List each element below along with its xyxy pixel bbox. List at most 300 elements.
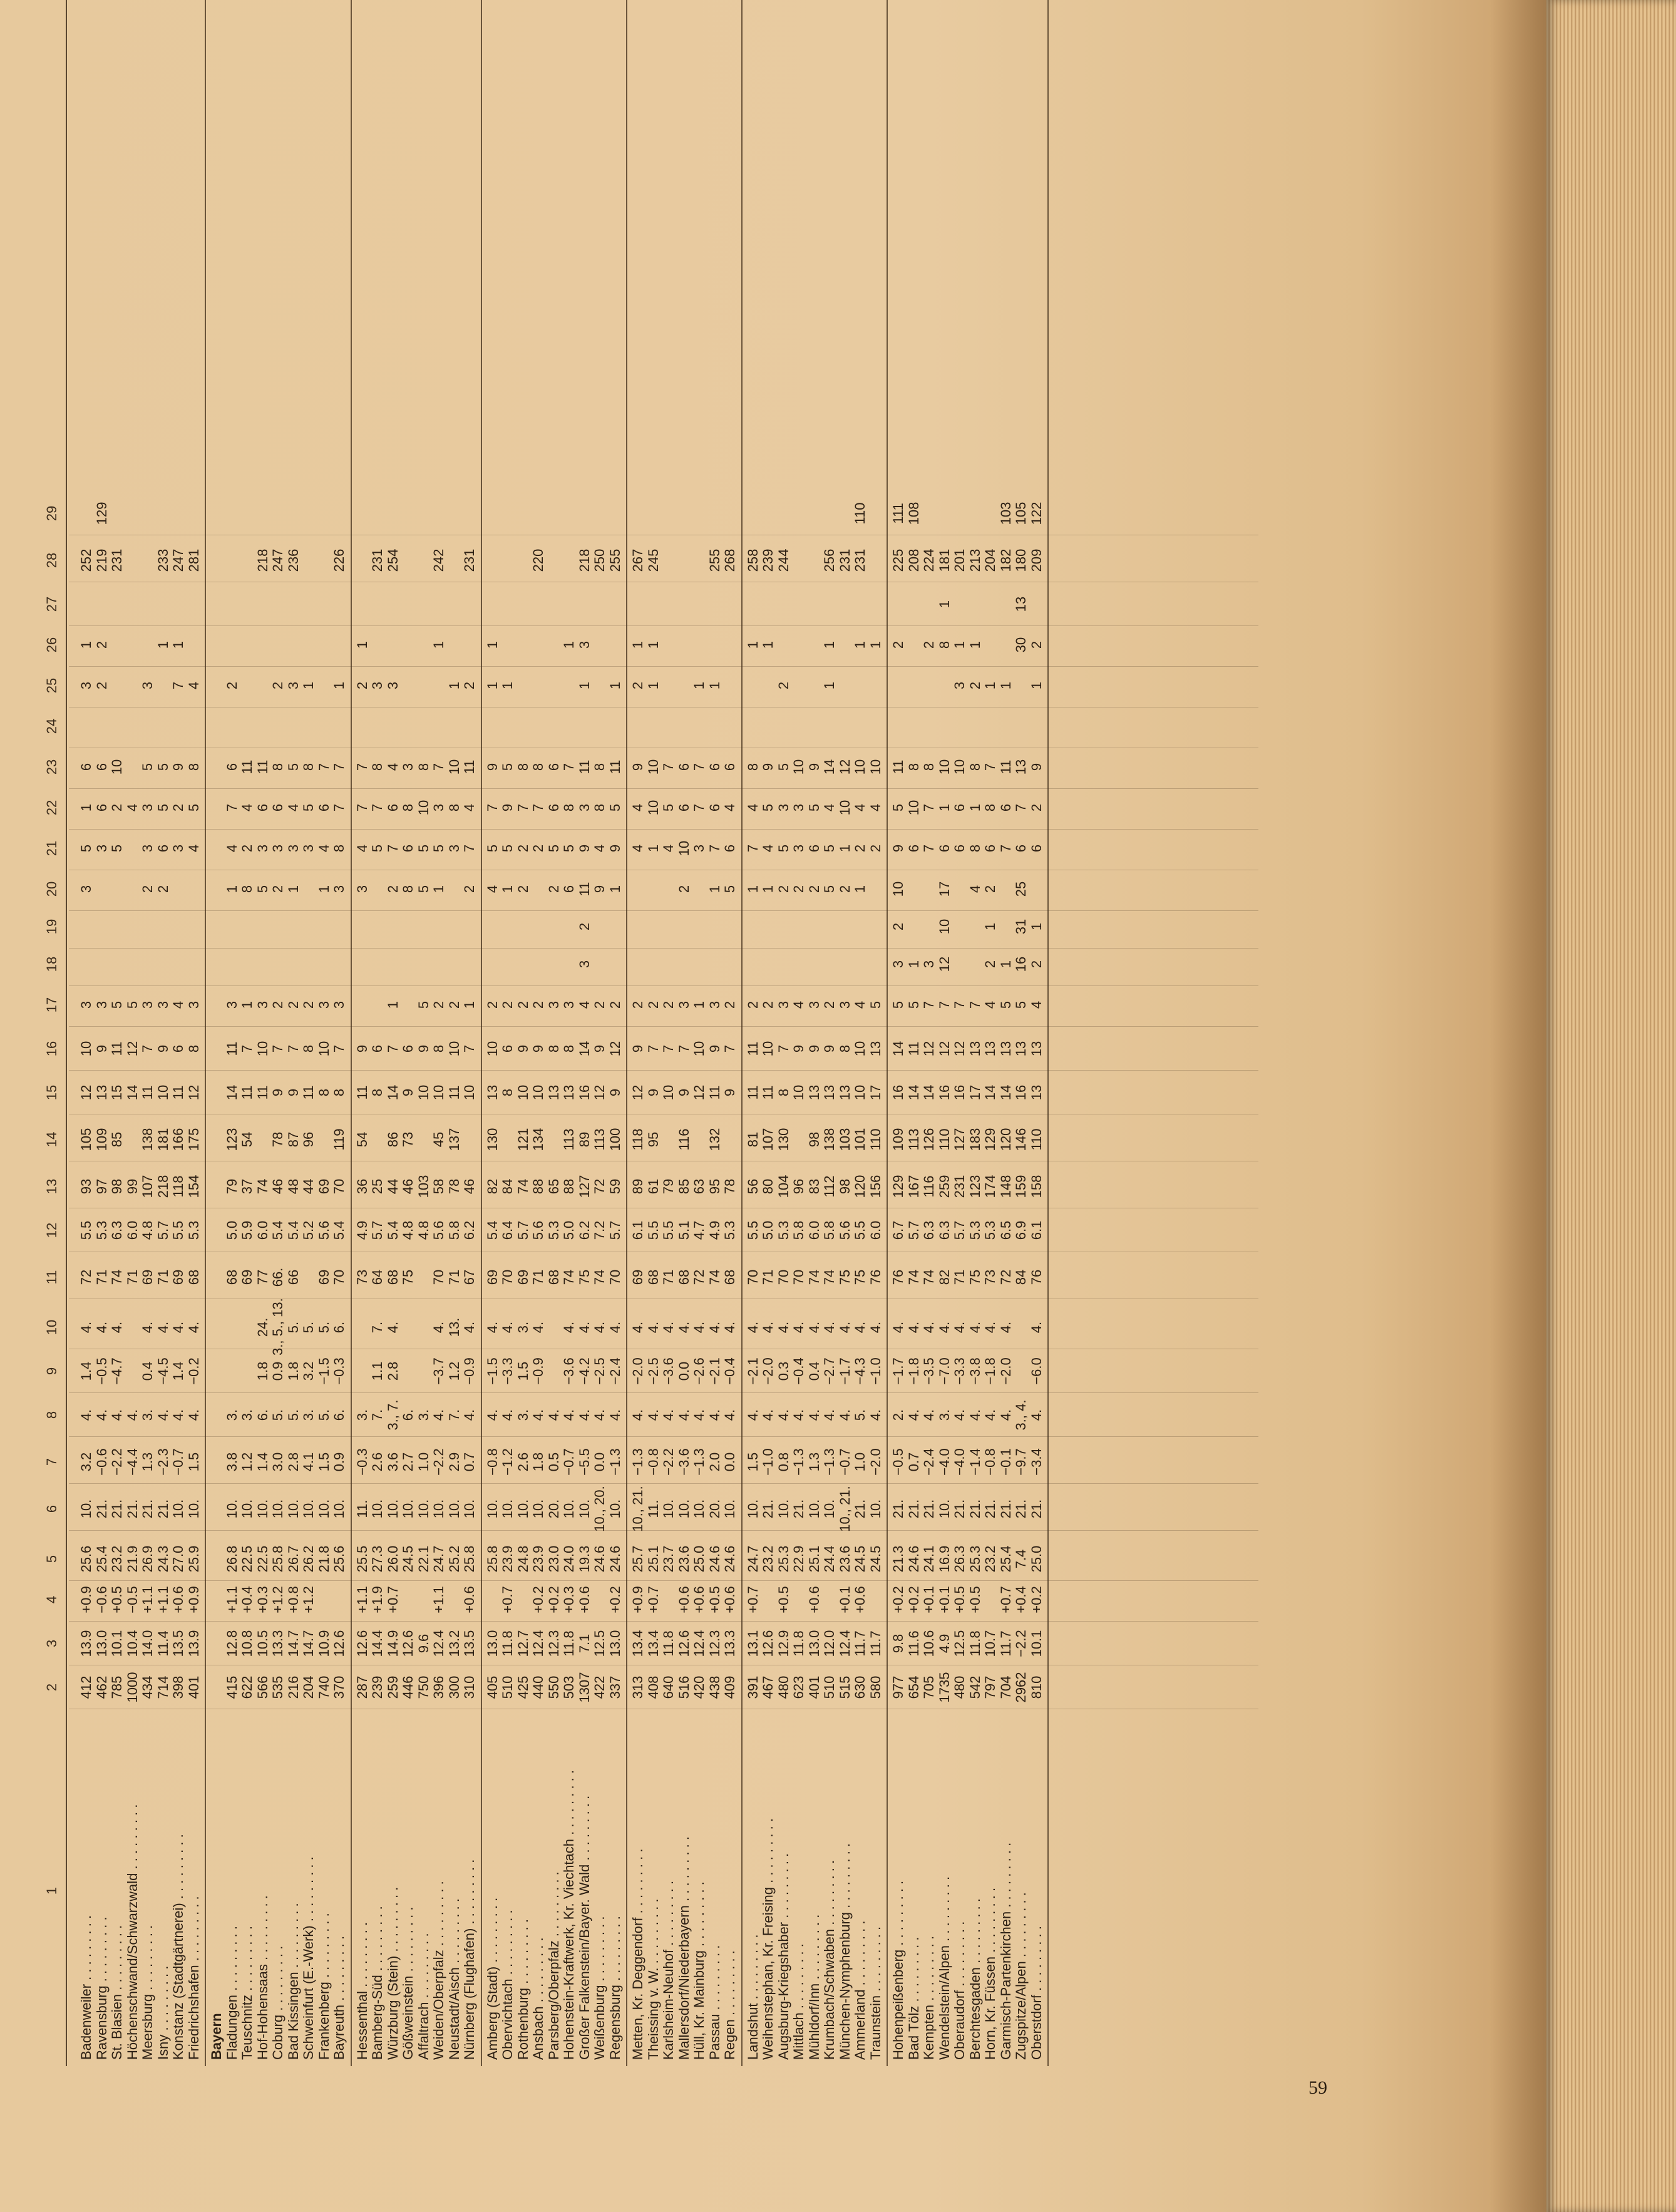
- table-cell: 4.: [500, 1321, 515, 1334]
- table-cell: 0.7: [905, 1452, 922, 1472]
- column-header: 7: [44, 1458, 59, 1466]
- table-cell: −1.8: [982, 1357, 998, 1385]
- table-cell: 7: [384, 1044, 401, 1053]
- table-cell: 6: [936, 844, 952, 853]
- table-cell: 4: [185, 844, 202, 853]
- table-cell: 5: [254, 885, 270, 893]
- table-cell: 4.: [921, 1321, 937, 1334]
- table-cell: 3: [545, 1001, 562, 1009]
- table-cell: 1735: [936, 1672, 952, 1703]
- table-cell: 7: [1013, 803, 1029, 812]
- table-cell: 2: [109, 803, 125, 812]
- table-cell: 4.: [484, 1321, 500, 1334]
- table-cell: 10: [852, 1041, 868, 1057]
- table-cell: 7: [921, 803, 937, 812]
- table-cell: 623: [791, 1675, 806, 1699]
- table-cell: −2.2: [661, 1448, 676, 1476]
- table-cell: 4.: [484, 1409, 500, 1421]
- table-cell: 138: [821, 1128, 837, 1151]
- table-cell: 73: [354, 1269, 370, 1285]
- table-cell: 21.: [890, 1499, 906, 1519]
- column-separator: [69, 1070, 1258, 1071]
- table-cell: 250: [592, 548, 607, 572]
- table-cell: 12.9: [775, 1630, 791, 1657]
- table-cell: −3.4: [1028, 1448, 1044, 1476]
- table-cell: 10.: [316, 1499, 332, 1519]
- table-cell: 1307: [576, 1672, 592, 1703]
- table-cell: 74: [515, 1178, 531, 1195]
- table-cell: 13: [836, 1084, 853, 1101]
- table-cell: 580: [867, 1675, 883, 1699]
- table-cell: 2: [1028, 803, 1044, 812]
- table-cell: 1: [760, 640, 776, 649]
- table-cell: 93: [78, 1178, 94, 1195]
- table-cell: 24.8: [515, 1545, 531, 1573]
- table-cell: 76: [890, 1269, 906, 1285]
- column-header: 15: [44, 1084, 59, 1101]
- table-cell: 17: [936, 881, 952, 897]
- table-cell: 66: [285, 1269, 301, 1285]
- table-cell: 10: [530, 1084, 546, 1101]
- table-cell: 4.8: [140, 1220, 155, 1240]
- table-cell: 21.: [952, 1499, 967, 1519]
- table-cell: 22.5: [239, 1545, 255, 1573]
- table-cell: 21.8: [316, 1545, 332, 1573]
- table-cell: 7.: [369, 1409, 385, 1421]
- table-cell: 9: [592, 885, 607, 893]
- table-cell: 20.: [706, 1499, 722, 1519]
- table-cell: 10.: [561, 1499, 577, 1519]
- table-cell: 5.7: [905, 1220, 922, 1240]
- station-name: Hessenthal . . . . . . . . .: [354, 1921, 370, 2060]
- table-cell: 5.3: [982, 1220, 998, 1240]
- table-cell: 6: [722, 763, 738, 771]
- table-cell: 7.4: [1013, 1549, 1029, 1569]
- table-cell: 3: [400, 763, 416, 771]
- table-cell: 4.: [140, 1321, 155, 1334]
- table-cell: 71: [93, 1269, 110, 1285]
- table-cell: −2.5: [592, 1357, 607, 1385]
- table-cell: 4.: [676, 1409, 692, 1421]
- table-cell: 705: [921, 1675, 937, 1699]
- table-cell: 103: [997, 502, 1014, 525]
- table-cell: 7.: [446, 1409, 462, 1421]
- table-cell: 1.0: [415, 1452, 431, 1472]
- table-cell: 11: [576, 882, 592, 897]
- table-cell: 24.7: [744, 1545, 761, 1573]
- table-cell: 26.2: [301, 1545, 316, 1573]
- table-row: [446, 0, 463, 2066]
- table-cell: 2: [446, 1001, 462, 1009]
- table-cell: 2: [155, 885, 171, 893]
- table-cell: 10: [952, 759, 967, 775]
- table-cell: 8: [905, 763, 922, 771]
- table-cell: 4.: [760, 1409, 776, 1421]
- table-cell: 25: [369, 1178, 385, 1195]
- table-cell: 2: [484, 1001, 500, 1009]
- station-name: Badenweiler . . . . . . . . .: [78, 1915, 94, 2060]
- table-cell: 415: [224, 1675, 240, 1699]
- table-cell: 313: [630, 1675, 645, 1699]
- table-cell: 1: [316, 885, 332, 893]
- table-cell: 5.5: [645, 1220, 661, 1240]
- table-cell: −2.0: [630, 1357, 645, 1385]
- table-cell: 74: [254, 1178, 270, 1195]
- table-cell: 14: [982, 1084, 998, 1101]
- table-row: [577, 0, 593, 2066]
- table-cell: 25.0: [691, 1545, 707, 1573]
- table-cell: 9: [484, 763, 500, 771]
- table-cell: 11: [109, 1041, 125, 1056]
- table-cell: 10: [936, 918, 952, 935]
- table-cell: 3: [431, 803, 446, 812]
- station-name: Bad Tölz . . . . . . . . .: [905, 1937, 922, 2060]
- table-cell: 6: [500, 1044, 515, 1053]
- table-cell: 36: [354, 1178, 370, 1195]
- table-cell: 9: [1028, 763, 1044, 771]
- table-cell: 25.3: [775, 1545, 791, 1573]
- table-cell: 7: [561, 763, 577, 771]
- table-cell: 21.: [93, 1499, 110, 1519]
- station-name: Meersburg . . . . . . . . .: [140, 1925, 155, 2060]
- table-cell: 25.0: [1028, 1545, 1044, 1573]
- table-cell: 10.: [607, 1499, 623, 1519]
- table-cell: 208: [905, 548, 922, 572]
- table-cell: 4.: [952, 1321, 967, 1334]
- table-cell: 132: [706, 1128, 722, 1151]
- table-cell: 5: [890, 803, 906, 812]
- table-cell: 7: [722, 1044, 738, 1053]
- table-cell: 8: [921, 763, 937, 771]
- table-cell: 11.: [354, 1500, 370, 1518]
- table-cell: 63: [691, 1178, 707, 1195]
- table-cell: 21.: [921, 1499, 937, 1519]
- table-cell: 3.: [354, 1409, 370, 1421]
- table-cell: 4.: [576, 1409, 592, 1421]
- table-cell: 11: [744, 1041, 761, 1056]
- table-cell: 24.6: [722, 1545, 738, 1573]
- table-cell: 14: [384, 1084, 401, 1101]
- table-cell: 0.0: [676, 1361, 692, 1381]
- table-cell: 1: [982, 681, 998, 690]
- table-cell: 6: [676, 803, 692, 812]
- table-cell: 213: [967, 548, 983, 572]
- table-cell: 10.: [806, 1499, 822, 1519]
- table-cell: 10: [867, 759, 883, 775]
- table-cell: 2: [921, 640, 937, 649]
- table-cell: 85: [676, 1178, 692, 1195]
- table-cell: 116: [921, 1175, 937, 1198]
- table-cell: 247: [270, 548, 285, 572]
- table-cell: −0.2: [185, 1357, 202, 1385]
- table-cell: 4.: [500, 1409, 515, 1421]
- table-cell: 8: [301, 763, 316, 771]
- table-cell: 27.0: [170, 1545, 186, 1573]
- table-cell: 412: [78, 1675, 94, 1699]
- table-cell: 3.: [224, 1409, 240, 1421]
- table-cell: 3: [354, 885, 370, 893]
- table-cell: 4.: [630, 1321, 645, 1334]
- table-cell: 1.4: [254, 1452, 270, 1472]
- table-cell: 1: [607, 885, 623, 893]
- table-cell: 5: [415, 885, 431, 893]
- table-cell: 6: [254, 803, 270, 812]
- table-cell: 7: [384, 844, 401, 853]
- table-cell: 103: [415, 1175, 431, 1198]
- table-cell: 70: [791, 1269, 806, 1285]
- table-cell: 7: [530, 803, 546, 812]
- table-cell: 233: [155, 548, 171, 572]
- table-cell: 13: [1013, 759, 1029, 775]
- table-cell: 300: [446, 1675, 462, 1699]
- table-cell: 1: [1028, 922, 1044, 931]
- table-cell: 420: [691, 1675, 707, 1699]
- table-cell: 2.6: [369, 1452, 385, 1472]
- table-cell: 6.: [331, 1321, 347, 1334]
- table-cell: 267: [630, 548, 645, 572]
- table-cell: 11.8: [561, 1630, 577, 1657]
- table-cell: 4.: [821, 1409, 837, 1421]
- table-cell: +0.6: [676, 1586, 692, 1613]
- table-cell: 3: [78, 885, 94, 893]
- table-cell: 7: [331, 1044, 347, 1053]
- table-cell: 58: [431, 1178, 446, 1195]
- table-cell: 242: [431, 548, 446, 572]
- table-cell: 10.: [676, 1499, 692, 1519]
- table-cell: 21.: [760, 1499, 776, 1519]
- table-cell: 370: [331, 1675, 347, 1699]
- table-cell: 218: [155, 1175, 171, 1198]
- table-cell: 10.: [867, 1499, 883, 1519]
- table-row: [760, 0, 776, 2066]
- table-cell: 13.5: [461, 1630, 477, 1657]
- table-cell: 654: [905, 1675, 922, 1699]
- table-cell: 4.: [967, 1321, 983, 1334]
- table-cell: −3.8: [967, 1357, 983, 1385]
- table-cell: 6: [561, 885, 577, 893]
- table-cell: 14.4: [369, 1630, 385, 1657]
- table-cell: 740: [316, 1675, 332, 1699]
- table-cell: 23.6: [676, 1545, 692, 1573]
- table-cell: 122: [1028, 502, 1044, 525]
- table-cell: 1: [461, 1001, 477, 1009]
- table-cell: 4.: [706, 1321, 722, 1334]
- column-header: 28: [44, 552, 59, 568]
- table-cell: 797: [982, 1675, 998, 1699]
- table-cell: 5.: [285, 1409, 301, 1421]
- table-cell: 4.: [576, 1321, 592, 1334]
- table-cell: 1: [630, 640, 645, 649]
- table-cell: −1.3: [691, 1448, 707, 1476]
- table-cell: 391: [744, 1675, 761, 1699]
- table-cell: 2: [530, 844, 546, 853]
- table-cell: 8: [431, 1044, 446, 1053]
- table-cell: 10.: [744, 1499, 761, 1519]
- table-cell: 11: [607, 759, 623, 774]
- table-cell: 1: [155, 640, 171, 649]
- table-cell: 3: [369, 681, 385, 690]
- table-cell: 5: [431, 844, 446, 853]
- table-cell: 7.2: [592, 1220, 607, 1240]
- table-row: [94, 0, 110, 2066]
- table-cell: 174: [982, 1175, 998, 1198]
- table-cell: 4.: [645, 1321, 661, 1334]
- table-cell: −9.7: [1013, 1448, 1029, 1476]
- table-cell: −1.0: [867, 1357, 883, 1385]
- table-cell: +1.1: [354, 1586, 370, 1613]
- table-cell: 1: [446, 681, 462, 690]
- table-cell: 9: [645, 1088, 661, 1097]
- table-cell: +0.7: [997, 1586, 1014, 1613]
- table-cell: 0.9: [331, 1452, 347, 1472]
- table-cell: 236: [285, 548, 301, 572]
- table-cell: 224: [921, 548, 937, 572]
- table-cell: 2: [982, 885, 998, 893]
- table-cell: 71: [530, 1269, 546, 1285]
- table-cell: 10: [836, 800, 853, 816]
- table-cell: 68: [722, 1269, 738, 1285]
- table-cell: 785: [109, 1675, 125, 1699]
- table-cell: 8: [369, 763, 385, 771]
- table-cell: 10.5: [254, 1630, 270, 1657]
- table-cell: 462: [93, 1675, 110, 1699]
- table-cell: 4.: [997, 1409, 1014, 1421]
- table-cell: 1: [706, 885, 722, 893]
- table-cell: 10: [676, 840, 692, 857]
- table-cell: −4.0: [952, 1448, 967, 1476]
- table-row: [186, 0, 202, 2066]
- table-row: [592, 0, 608, 2066]
- table-cell: 13.9: [78, 1630, 94, 1657]
- station-name: Weihenstephan, Kr. Freising . . . . . . . . .: [760, 1818, 776, 2060]
- table-cell: 27.3: [369, 1545, 385, 1573]
- table-cell: −0.7: [836, 1448, 853, 1476]
- table-cell: +0.5: [967, 1586, 983, 1613]
- table-cell: 440: [530, 1675, 546, 1699]
- table-cell: 9: [706, 1044, 722, 1053]
- table-cell: 1.3: [140, 1452, 155, 1472]
- table-cell: +0.6: [852, 1586, 868, 1613]
- table-cell: 1: [78, 640, 94, 649]
- table-cell: 5: [890, 1001, 906, 1009]
- column-header: 23: [44, 759, 59, 775]
- table-cell: 4.: [890, 1321, 906, 1334]
- table-cell: 7: [661, 763, 676, 771]
- table-cell: 5: [545, 844, 562, 853]
- table-cell: 8: [545, 1044, 562, 1053]
- table-cell: 8: [967, 763, 983, 771]
- table-cell: 71: [661, 1269, 676, 1285]
- table-cell: 112: [821, 1175, 837, 1198]
- table-cell: 17: [867, 1084, 883, 1101]
- table-cell: 4.: [1028, 1321, 1044, 1334]
- table-cell: 4.: [1028, 1409, 1044, 1421]
- station-name: Ravensburg . . . . . . . . .: [93, 1916, 110, 2060]
- table-cell: 231: [836, 548, 853, 572]
- table-cell: 9.6: [415, 1633, 431, 1654]
- table-cell: −1.3: [607, 1448, 623, 1476]
- table-cell: −0.7: [561, 1448, 577, 1476]
- table-cell: 5.5: [744, 1220, 761, 1240]
- table-cell: 11: [890, 759, 906, 774]
- table-cell: 3: [93, 1001, 110, 1009]
- table-cell: 12.5: [952, 1630, 967, 1657]
- table-cell: 1: [576, 681, 592, 690]
- table-cell: 25: [1013, 881, 1029, 897]
- table-cell: 74: [905, 1269, 922, 1285]
- station-name: München-Nymphenburg . . . . . . . . .: [836, 1843, 853, 2060]
- table-cell: +0.5: [706, 1586, 722, 1613]
- table-cell: 6: [316, 803, 332, 812]
- table-cell: 209: [1028, 548, 1044, 572]
- table-cell: 11: [254, 1085, 270, 1100]
- station-name: Isny . . . . . . . . .: [155, 1965, 171, 2060]
- station-name: Regen . . . . . . . . .: [722, 1950, 738, 2060]
- table-cell: 13: [1028, 1084, 1044, 1101]
- table-cell: 44: [301, 1178, 316, 1195]
- column-header: 14: [44, 1131, 59, 1148]
- table-cell: −4.5: [155, 1357, 171, 1385]
- table-cell: −0.6: [93, 1586, 110, 1613]
- table-cell: 4.: [545, 1409, 562, 1421]
- table-cell: 3: [155, 1001, 171, 1009]
- table-cell: 5: [140, 763, 155, 771]
- table-cell: 2: [530, 1001, 546, 1009]
- table-cell: 11: [997, 759, 1014, 774]
- table-cell: 70: [607, 1269, 623, 1285]
- table-cell: 13: [93, 1084, 110, 1101]
- table-cell: 2: [500, 1001, 515, 1009]
- table-row: [461, 0, 478, 2066]
- table-cell: 95: [706, 1178, 722, 1195]
- table-cell: 12.4: [431, 1630, 446, 1657]
- table-cell: 4.: [691, 1321, 707, 1334]
- table-cell: 5: [760, 803, 776, 812]
- table-cell: 4.: [592, 1409, 607, 1421]
- table-cell: 8: [530, 763, 546, 771]
- table-cell: 3: [791, 844, 806, 853]
- table-cell: 5: [607, 803, 623, 812]
- station-name: Weiden/Oberpfalz . . . . . . . . .: [431, 1881, 446, 2060]
- table-cell: 69: [316, 1269, 332, 1285]
- table-cell: −1.8: [905, 1357, 922, 1385]
- table-cell: 1: [997, 960, 1014, 969]
- table-cell: −2.4: [921, 1448, 937, 1476]
- table-cell: −4.2: [576, 1357, 592, 1385]
- station-name: Mittlach . . . . . . . . .: [791, 1943, 806, 2060]
- table-cell: +0.7: [500, 1586, 515, 1613]
- table-cell: 4.: [185, 1409, 202, 1421]
- table-cell: 4.: [676, 1321, 692, 1334]
- table-cell: 1: [821, 681, 837, 690]
- table-cell: −0.8: [484, 1448, 500, 1476]
- column-header: 10: [44, 1319, 59, 1335]
- table-cell: 88: [530, 1178, 546, 1195]
- table-cell: 5.2: [301, 1220, 316, 1240]
- station-name: Oberstdorf . . . . . . . . .: [1028, 1926, 1044, 2060]
- table-cell: 4.: [431, 1409, 446, 1421]
- table-cell: 4.1: [301, 1452, 316, 1472]
- table-cell: 1.5: [316, 1452, 332, 1472]
- table-cell: 73: [400, 1131, 416, 1148]
- table-cell: 8: [185, 1044, 202, 1053]
- table-cell: 14: [997, 1084, 1014, 1101]
- table-cell: 6.4: [500, 1220, 515, 1240]
- table-cell: 156: [867, 1175, 883, 1198]
- table-cell: 5.8: [791, 1220, 806, 1240]
- table-cell: 10.: [285, 1499, 301, 1519]
- table-cell: 6: [1028, 844, 1044, 853]
